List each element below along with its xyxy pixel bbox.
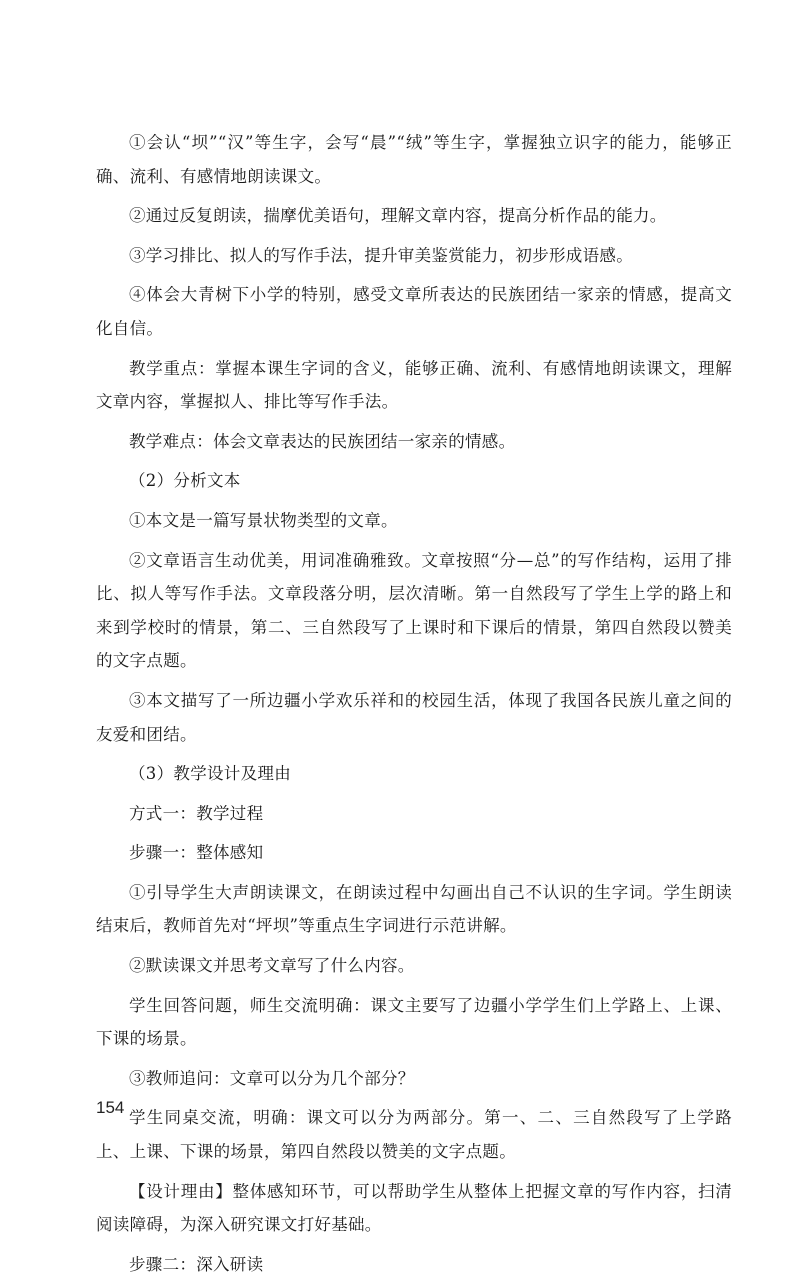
step-two-heading: 步骤二：深入研读 xyxy=(129,1254,264,1274)
teaching-focus: 教学重点：掌握本课生字词的含义，能够正确、流利、有感情地朗读课文，理解文章内容，掌握拟人、排比等写作手法。 xyxy=(96,358,732,412)
section-heading-analysis: （2）分析文本 xyxy=(129,471,241,491)
body-text xyxy=(96,126,732,1287)
design-reason: 【设计理由】整体感知环节，可以帮助学生从整体上把握文章的写作内容，扫清阅读障碍，为深入研究课文打好基础。 xyxy=(96,1181,732,1235)
analysis-point-2: ②文章语言生动优美，用词准确雅致。文章按照“分—总”的写作结构，运用了排比、拟人等写作手法。文章段落分明，层次清晰。第一自然段写了学生上学的路上和来到学校时的情景，第二、三自然段写了上课时和下课后的情景，第四自然段以赞美的文字点题。 xyxy=(96,550,732,671)
analysis-point-3: ③本文描写了一所边疆小学欢乐祥和的校园生活，体现了我国各民族儿童之间的友爱和团结。 xyxy=(96,690,732,744)
objective-4: ④体会大青树下小学的特别，感受文章所表达的民族团结一家亲的情感，提高文化自信。 xyxy=(96,285,732,338)
teaching-difficulty: 教学难点：体会文章表达的民族团结一家亲的情感。 xyxy=(129,431,516,451)
student-answer-2: 学生同桌交流，明确：课文可以分为两部分。第一、二、三自然段写了上学路上、上课、下课的场景，第四自然段以赞美的文字点题。 xyxy=(96,1108,732,1162)
step-one-heading: 步骤一：整体感知 xyxy=(129,843,264,863)
section-heading-design: （3）教学设计及理由 xyxy=(129,764,291,784)
objective-1: ①会认“坝”“汉”等生字，会写“晨”“绒”等生字，掌握独立识字的能力，能够正确、流利、有感情地朗读课文。 xyxy=(96,133,732,186)
objective-2: ②通过反复朗读，揣摩优美语句，理解文章内容，提高分析作品的能力。 xyxy=(129,206,667,226)
method-heading: 方式一：教学过程 xyxy=(129,803,264,823)
step-one-item-1: ①引导学生大声朗读课文，在朗读过程中勾画出自己不认识的生字词。学生朗读结束后，教师首先对“坪坝”等重点生字词进行示范讲解。 xyxy=(96,882,732,936)
step-one-item-3: ③教师追问：文章可以分为几个部分？ xyxy=(129,1068,415,1088)
analysis-point-1: ①本文是一篇写景状物类型的文章。 xyxy=(129,510,398,530)
student-answer-1: 学生回答问题，师生交流明确：课文主要写了边疆小学学生们上学路上、上课、下课的场景。 xyxy=(96,995,732,1049)
objective-3: ③学习排比、拟人的写作手法，提升审美鉴赏能力，初步形成语感。 xyxy=(129,245,633,265)
step-one-item-2: ②默读课文并思考文章写了什么内容。 xyxy=(129,956,415,976)
page-number: 154 xyxy=(96,1098,125,1117)
